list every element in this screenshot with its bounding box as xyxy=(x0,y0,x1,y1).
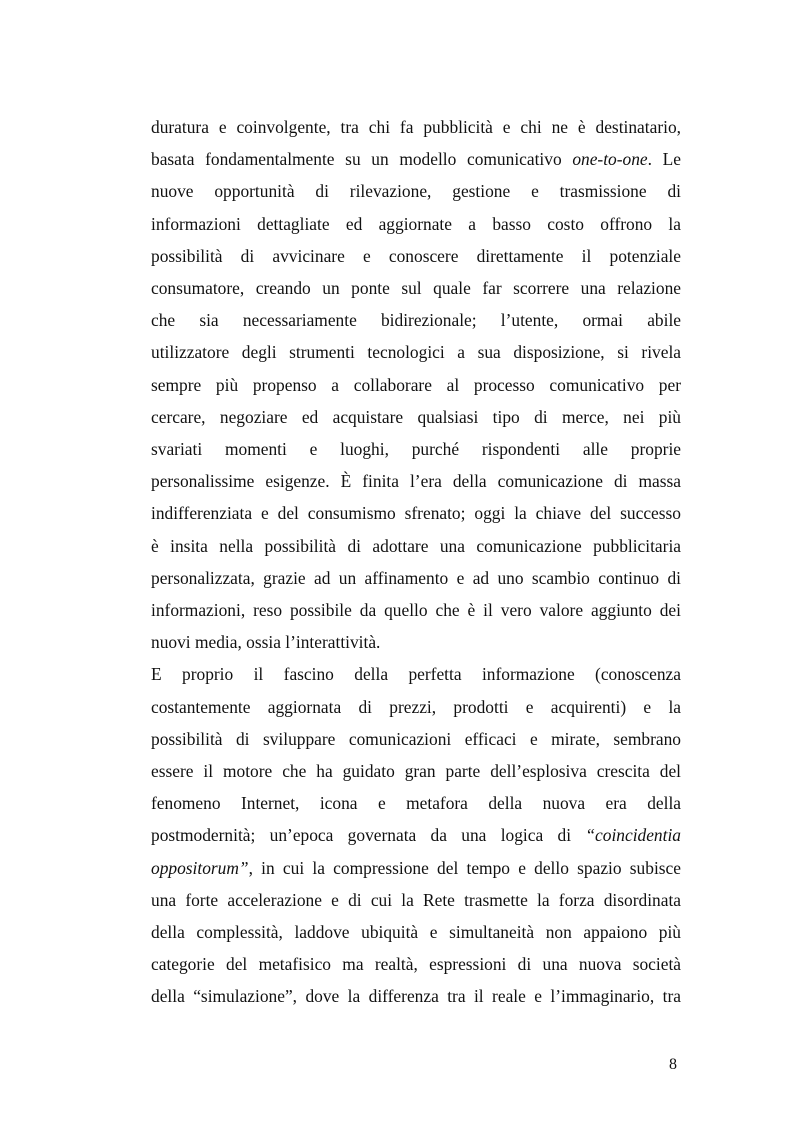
italic-term: “coincidentia xyxy=(585,825,681,846)
text-line: informazioni, reso possibile da quello che è il vero valore aggiunto dei xyxy=(151,600,681,621)
text-line: una forte accelerazione e di cui la Rete trasmette la forza disordinata xyxy=(151,889,681,910)
text-line xyxy=(151,819,681,851)
text-line: fenomeno Internet, icona e metafora della nuova era della xyxy=(151,793,681,814)
text-segment: postmodernità; un’epoca governata da una logica di xyxy=(151,825,586,846)
text-line: personalissime esigenze. È finita l’era della comunicazione di massa xyxy=(151,471,681,492)
text-line: E proprio il fascino della perfetta informazione (conoscenza xyxy=(151,664,681,685)
text-segment: , in cui la compressione del tempo e dello spazio subisce xyxy=(248,857,681,878)
text-line: possibilità di avvicinare e conoscere direttamente il potenziale xyxy=(151,245,681,266)
text-line: consumatore, creando un ponte sul quale far scorrere una relazione xyxy=(151,278,681,299)
text-line: nuovi media, ossia l’interattività. xyxy=(151,632,381,653)
text-line: duratura e coinvolgente, tra chi fa pubblicità e chi ne è destinatario, xyxy=(151,117,681,137)
text-segment: basata fondamentalmente su un modello comunicativo xyxy=(151,149,573,170)
italic-term: one-to-one xyxy=(572,149,648,170)
text-line: cercare, negoziare ed acquistare qualsiasi tipo di merce, nei più xyxy=(151,406,681,427)
text-line: categorie del metafisico ma realtà, espressioni di una nuova società xyxy=(151,954,681,975)
text-line: sempre più propenso a collaborare al processo comunicativo per xyxy=(151,374,681,395)
text-line: della complessità, laddove ubiquità e simultaneità non appaiono più xyxy=(151,922,681,943)
text-segment: . Le xyxy=(647,149,682,170)
text-line xyxy=(151,852,681,884)
text-line: informazioni dettagliate ed aggiornate a basso costo offrono la xyxy=(151,213,681,234)
text-line: indifferenziata e del consumismo sfrenato; oggi la chiave del successo xyxy=(151,503,681,524)
page-number: 8 xyxy=(669,1056,677,1073)
text-line: utilizzatore degli strumenti tecnologici a sua disposizione, si rivela xyxy=(151,342,681,363)
text-line: svariati momenti e luoghi, purché rispondenti alle proprie xyxy=(151,439,681,460)
text-line: essere il motore che ha guidato gran parte dell’esplosiva crescita del xyxy=(151,761,681,782)
text-line: personalizzata, grazie ad un affinamento e ad uno scambio continuo di xyxy=(151,567,681,588)
text-line: della “simulazione”, dove la differenza tra il reale e l’immaginario, tra xyxy=(151,986,681,1007)
text-line: è insita nella possibilità di adottare una comunicazione pubblicitaria xyxy=(151,535,681,556)
text-line: che sia necessariamente bidirezionale; l’utente, ormai abile xyxy=(151,310,681,331)
text-line: nuove opportunità di rilevazione, gestione e trasmissione di xyxy=(151,181,681,202)
body-text xyxy=(151,111,681,1013)
text-line: possibilità di sviluppare comunicazioni efficaci e mirate, sembrano xyxy=(151,728,681,749)
italic-term: oppositorum” xyxy=(151,857,249,878)
text-line: costantemente aggiornata di prezzi, prodotti e acquirenti) e la xyxy=(151,696,681,717)
text-line xyxy=(151,143,681,175)
